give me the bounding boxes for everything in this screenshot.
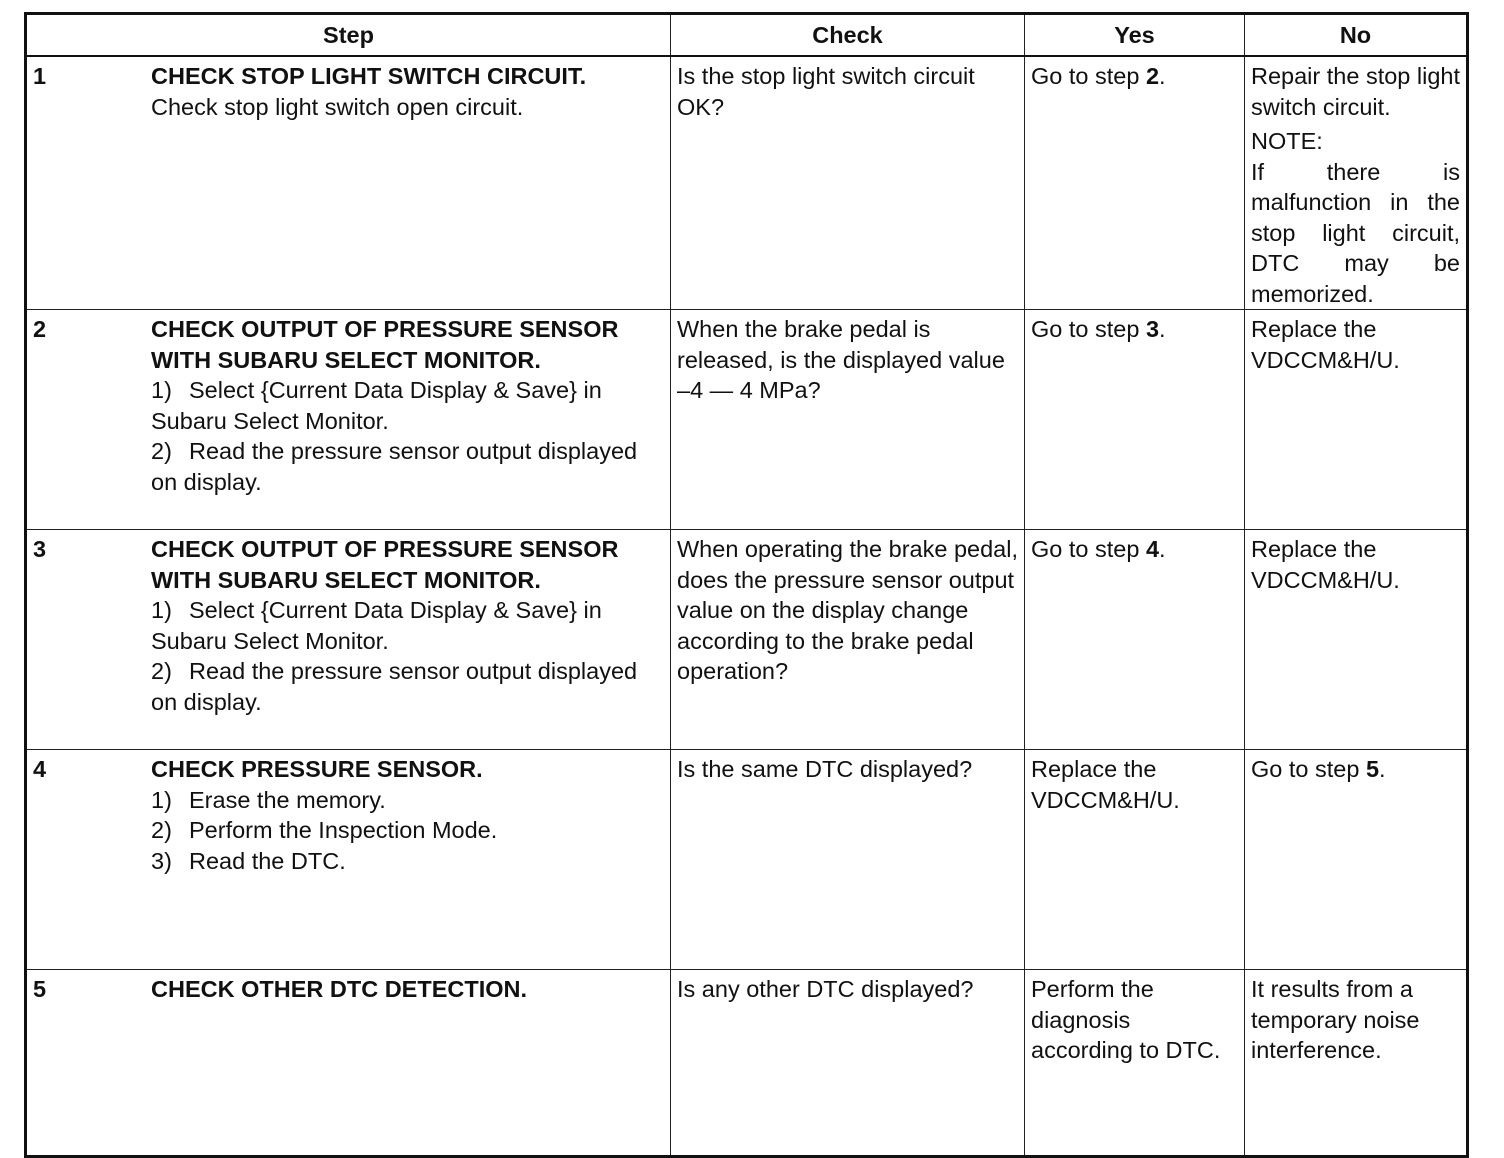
table-row [26, 530, 1468, 750]
note-label: NOTE: [1251, 128, 1323, 154]
step-number: 5 [33, 976, 47, 1002]
step-cell [26, 750, 671, 970]
sub-item [151, 375, 664, 436]
yes-suffix: . [1159, 63, 1166, 89]
sub-item [151, 436, 664, 497]
yes-cell: Replace the VDCCM&H/U. [1025, 750, 1245, 970]
step-title: CHECK OTHER DTC DETECTION. [151, 976, 527, 1002]
step-title: CHECK OUTPUT OF PRESSURE SENSOR WITH SUBARU SELECT MONITOR. [151, 536, 619, 593]
sub-item-number: 2) [151, 817, 172, 843]
no-suffix: . [1379, 756, 1386, 782]
no-cell: Replace the VDCCM&H/U. [1245, 530, 1468, 750]
no-step-ref: 5 [1365, 756, 1380, 782]
header-step: Step [26, 14, 671, 57]
yes-cell [1025, 310, 1245, 530]
step-cell [26, 56, 671, 310]
check-cell: When the brake pedal is released, is the displayed value –4 — 4 MPa? [671, 310, 1025, 530]
table-row [26, 970, 1468, 1157]
sub-item-text: Perform the Inspection Mode. [189, 817, 498, 843]
no-text: Repair the stop light switch circuit. [1251, 63, 1461, 120]
sub-item-text: Read the pressure sensor output displayed on display. [151, 658, 638, 715]
sub-item [151, 785, 664, 816]
check-cell: When operating the brake pedal, does the pressure sensor output value on the display change according to the brake pedal operation? [671, 530, 1025, 750]
sub-item-number: 3) [151, 847, 172, 874]
note-text: If there is malfunction in the stop light circuit, DTC may be memorized. [1251, 158, 1460, 307]
yes-text: Go to step [1031, 63, 1146, 89]
step-body: Check stop light switch open circuit. [151, 93, 524, 120]
yes-step-ref: 3 [1145, 316, 1160, 342]
sub-item-number: 1) [151, 377, 172, 403]
yes-cell [1025, 56, 1245, 310]
sub-item-number: 1) [151, 597, 172, 623]
sub-item-number: 2) [151, 438, 172, 464]
step-title: CHECK STOP LIGHT SWITCH CIRCUIT. [151, 63, 587, 89]
check-cell: Is the stop light switch circuit OK? [671, 56, 1025, 310]
no-cell [1245, 750, 1468, 970]
no-text: Go to step [1251, 756, 1366, 782]
no-cell: It results from a temporary noise interference. [1245, 970, 1468, 1157]
yes-step-ref: 4 [1145, 536, 1160, 562]
step-cell [26, 970, 671, 1157]
yes-cell [1025, 530, 1245, 750]
sub-item-text: Erase the memory. [189, 786, 386, 813]
header-check: Check [671, 14, 1025, 57]
header-yes: Yes [1025, 14, 1245, 57]
header-row [26, 14, 1468, 57]
yes-suffix: . [1159, 316, 1166, 342]
diagnostic-table [24, 12, 1469, 1158]
sub-item-text: Select {Current Data Display & Save} in Subaru Select Monitor. [151, 377, 602, 434]
yes-suffix: . [1159, 536, 1166, 562]
no-cell: Replace the VDCCM&H/U. [1245, 310, 1468, 530]
step-number: 1 [33, 63, 47, 89]
sub-item [151, 815, 664, 846]
step-cell [26, 530, 671, 750]
step-title: CHECK OUTPUT OF PRESSURE SENSOR WITH SUBARU SELECT MONITOR. [151, 316, 619, 373]
sub-item [151, 656, 664, 717]
table-row [26, 56, 1468, 310]
step-cell [26, 310, 671, 530]
sub-item-text: Read the pressure sensor output displayed on display. [151, 438, 638, 495]
sub-item-number: 2) [151, 658, 172, 684]
no-cell [1245, 56, 1468, 310]
step-number: 3 [33, 536, 47, 562]
table-row [26, 310, 1468, 530]
sub-item-text: Read the DTC. [189, 847, 346, 874]
sub-item [151, 595, 664, 656]
yes-text: Go to step [1031, 316, 1146, 342]
sub-item-number: 1) [151, 786, 172, 813]
yes-text: Go to step [1031, 536, 1146, 562]
step-title: CHECK PRESSURE SENSOR. [151, 756, 483, 782]
check-cell: Is the same DTC displayed? [671, 750, 1025, 970]
sub-item-text: Select {Current Data Display & Save} in Subaru Select Monitor. [151, 597, 602, 654]
table-row [26, 750, 1468, 970]
yes-step-ref: 2 [1145, 63, 1160, 89]
yes-cell: Perform the diagnosis according to DTC. [1025, 970, 1245, 1157]
step-number: 4 [33, 756, 47, 782]
check-cell: Is any other DTC displayed? [671, 970, 1025, 1157]
sub-item [151, 846, 664, 877]
step-number: 2 [33, 316, 47, 342]
header-no: No [1245, 14, 1468, 57]
